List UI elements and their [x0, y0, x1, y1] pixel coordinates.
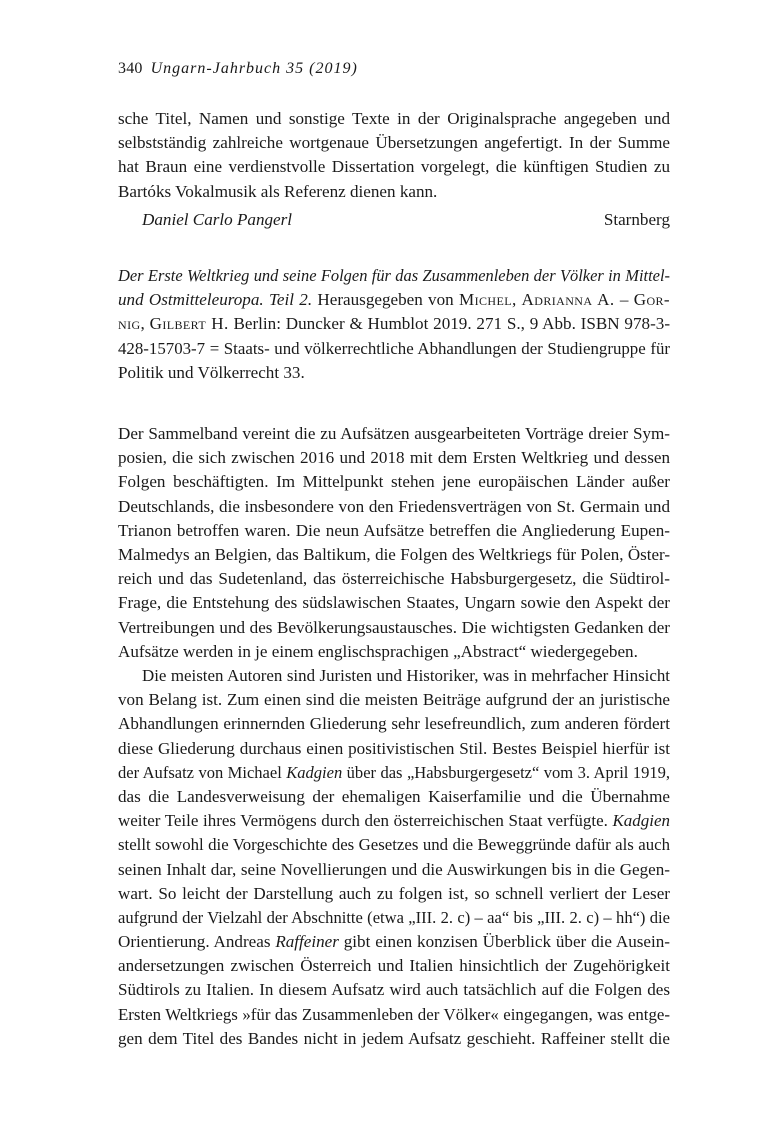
author-name: Kadgien — [286, 762, 343, 782]
citation-line: 428-15703-7 = Staats- und völkerrechtliche Abhandlungen der Studiengruppe für — [118, 338, 670, 358]
text-line: Bartóks Vokalmusik als Referenz dienen kann. — [118, 181, 438, 201]
editor-name: Gor- — [633, 290, 671, 310]
text-line: Deutschlands, die insbesondere von den Friedensverträgen von St. Germain und — [118, 496, 670, 516]
text-line: gen dem Titel des Bandes nicht in jedem Aufsatz geschieht. Raffeiner stellt die — [118, 1028, 670, 1048]
author-name: Raffeiner — [275, 932, 339, 952]
text-line: Trianon betroffen waren. Die neun Aufsätze betreffen die Angliederung Eupen- — [118, 520, 670, 540]
text-line: wart. So leicht der Darstellung auch zu folgen ist, so schnell verliert der Leser — [118, 883, 670, 903]
text-line: stellt sowohl die Vorgeschichte des Gesetzes und die Beweggründe dafür als auch — [118, 835, 670, 855]
editor-firstname: Gilbert H. — [149, 314, 229, 334]
editor-name: nig — [118, 314, 141, 334]
text-line: Die meisten Autoren sind Juristen und Historiker, was in mehrfacher Hinsicht — [142, 666, 670, 685]
citation-line: Politik und Völkerrecht 33. — [118, 362, 305, 382]
review-paragraph-2 — [118, 664, 670, 1051]
text-line: seinen Inhalt dar, seine Novellierungen und die Auswirkungen bis in die Gegen- — [118, 859, 670, 879]
editor-firstname: Adrianna A. — [521, 290, 615, 310]
journal-title: Ungarn-Jahrbuch 35 (2019) — [150, 60, 358, 77]
text-line: von Belang ist. Zum einen sind die meisten Beiträge aufgrund der an juristische — [118, 690, 670, 710]
editor-name: Michel — [459, 290, 512, 310]
previous-review-end — [118, 107, 670, 204]
citation-line — [118, 264, 670, 288]
text-line: Ersten Weltkriegs »für das Zusammenleben der Völker« eingegangen, was entge- — [118, 1004, 670, 1024]
text-line: Der Sammelband vereint die zu Aufsätzen ausgearbeiteten Vorträge dreier Sym- — [118, 424, 670, 443]
text-line: posien, die sich zwischen 2016 und 2018 mit dem Ersten Weltkrieg und dessen — [118, 448, 670, 468]
text-line: andersetzungen zwischen Österreich und Italien hinsichtlich der Zugehörigkeit — [118, 956, 670, 976]
text-line: weiter Teile ihres Vermögens durch den österreichischen Staat verfügte. Kadgien — [118, 811, 670, 831]
text-line: Frage, die Entstehung des südslawischen Staates, Ungarn sowie den Aspekt der — [118, 593, 670, 613]
text-line: der Aufsatz von Michael Kadgien über das „Habsburgergesetz“ vom 3. April 1919, — [118, 762, 670, 782]
text-line: das die Landesverweisung der ehemaligen Kaiserfamilie und die Übernahme — [118, 786, 670, 806]
text-line: aufgrund der Vielzahl der Abschnitte (etwa „III. 2. c) – aa“ bis „III. 2. c) – hh“) die — [118, 907, 670, 927]
reviewer-place: Starnberg — [603, 210, 670, 229]
text-line: Folgen beschäftigten. Im Mittelpunkt stehen jene europäischen Länder außer — [118, 472, 670, 492]
book-title-cont: und Ostmitteleuropa. Teil 2. — [118, 290, 313, 310]
book-citation — [118, 264, 670, 385]
text-line: Aufsätze werden in je einem englischsprachigen „Abstract“ wiedergegeben. — [118, 641, 638, 661]
text-line: hat Braun eine verdienstvolle Dissertation vorgelegt, die künftigen Studien zu — [118, 157, 670, 177]
citation-line: und Ostmitteleuropa. Teil 2. Herausgegeben von Michel, Adrianna A. – Gor- — [118, 290, 671, 310]
text-line: Südtirols zu Italien. In diesem Aufsatz wird auch tatsächlich auf die Folgen des — [118, 980, 670, 1000]
citation-line: nig, Gilbert H. Berlin: Duncker & Humblot 2019. 271 S., 9 Abb. ISBN 978-3- — [118, 314, 671, 334]
text-line: Malmedys an Belgien, das Baltikum, die Folgen des Weltkriegs für Polen, Öster- — [118, 544, 670, 564]
text-line: reich und das Sudetenland, das österreichische Habsburgergesetz, die Südtirol- — [118, 569, 670, 589]
text-line: Abhandlungen erinnernden Gliederung sehr lesefreundlich, zum anderen fördert — [118, 714, 670, 734]
text-line: diese Gliederung durchaus einen positivistischen Stil. Bestes Beispiel hierfür ist — [118, 738, 670, 758]
author-name: Kadgien — [612, 811, 670, 831]
text-line: Vertreibungen und des Bevölkerungsaustausches. Die wichtigsten Gedanken der — [118, 617, 670, 637]
review-paragraph-1 — [118, 422, 670, 664]
text-line: selbstständig zahlreiche wortgenaue Übersetzungen angefertigt. In der Summe — [118, 133, 670, 153]
page-number: 340 — [118, 60, 143, 77]
text-line: Orientierung. Andreas Raffeiner gibt einen konzisen Überblick über die Ausein- — [118, 932, 670, 952]
reviewer-name: Daniel Carlo Pangerl — [142, 210, 293, 229]
book-title: Der Erste Weltkrieg und seine Folgen für das Zusammenleben der Völker in Mittel- — [118, 266, 670, 285]
text-line: sche Titel, Namen und sonstige Texte in der Originalsprache angegeben und — [118, 109, 670, 128]
running-head — [118, 60, 358, 78]
